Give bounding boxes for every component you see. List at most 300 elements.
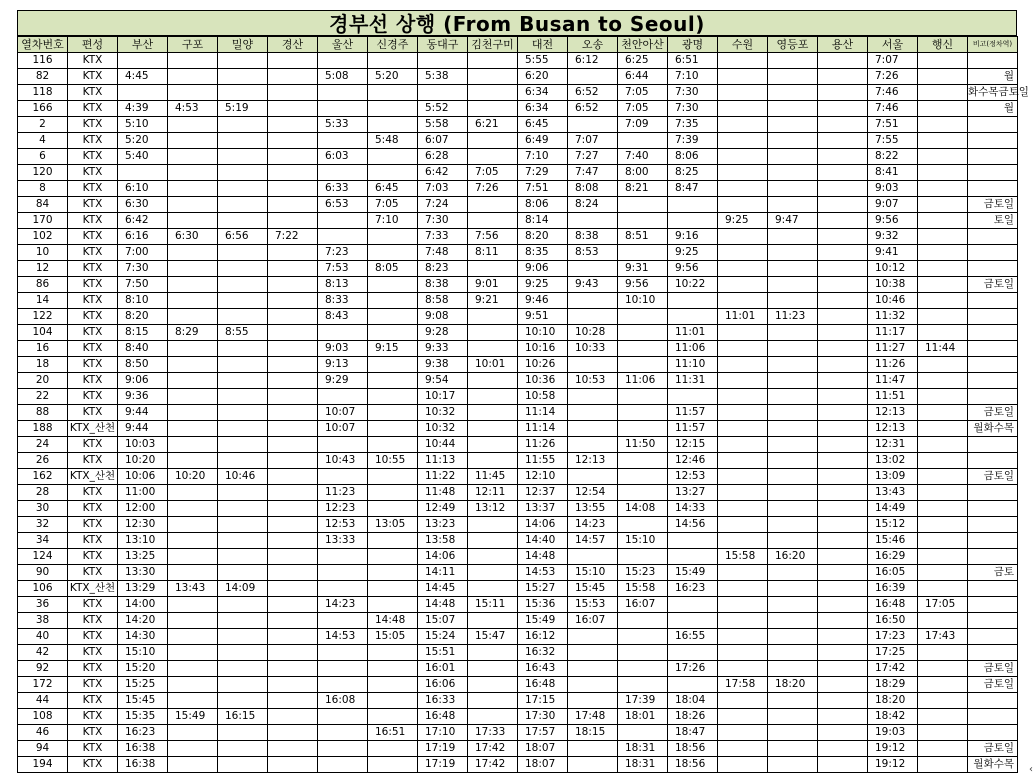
table-cell: 16:07 [618,597,668,613]
table-cell: 94 [18,741,68,757]
table-cell [568,293,618,309]
table-cell: 14:00 [118,597,168,613]
table-cell [268,293,318,309]
table-cell: 12:30 [118,517,168,533]
table-cell [218,677,268,693]
table-cell: KTX [68,485,118,501]
table-cell: KTX [68,661,118,677]
table-cell: KTX [68,261,118,277]
table-cell [618,405,668,421]
table-cell [968,261,1018,277]
table-cell [618,245,668,261]
table-cell [268,181,318,197]
table-cell [918,389,968,405]
table-cell: 16:29 [868,549,918,565]
table-cell: 32 [18,517,68,533]
table-row [18,645,1018,661]
table-cell: 9:29 [318,373,368,389]
table-cell [218,213,268,229]
table-cell [568,645,618,661]
table-cell [918,245,968,261]
table-cell [768,85,818,101]
table-cell: 7:30 [118,261,168,277]
table-cell: 120 [18,165,68,181]
table-cell [718,117,768,133]
table-cell [168,757,218,773]
table-cell [968,645,1018,661]
table-cell [618,549,668,565]
table-cell: 16:12 [518,629,568,645]
table-cell: 17:58 [718,677,768,693]
table-cell: 13:58 [418,533,468,549]
table-cell [368,741,418,757]
table-cell [218,725,268,741]
table-cell: 18 [18,357,68,373]
table-cell: 6:03 [318,149,368,165]
table-cell [218,341,268,357]
table-cell [268,85,318,101]
table-cell [818,149,868,165]
table-cell [818,245,868,261]
table-cell [268,469,318,485]
table-cell: 14:09 [218,581,268,597]
table-cell: 11:50 [618,437,668,453]
table-row [18,261,1018,277]
table-cell [168,741,218,757]
table-cell: 17:05 [918,597,968,613]
table-cell: 6:52 [568,101,618,117]
table-cell [468,389,518,405]
table-cell [918,469,968,485]
table-cell: 8:13 [318,277,368,293]
table-cell [768,229,818,245]
table-cell: 11:27 [868,341,918,357]
table-cell: 9:46 [518,293,568,309]
table-cell: 8:38 [418,277,468,293]
scroll-indicator-icon[interactable]: ‹ [1029,764,1033,775]
table-cell [218,197,268,213]
table-cell: 12:46 [668,453,718,469]
table-cell: 26 [18,453,68,469]
table-cell [218,437,268,453]
table-cell: 7:55 [868,133,918,149]
table-cell: KTX [68,405,118,421]
table-cell [568,437,618,453]
table-cell [568,741,618,757]
table-cell: 10:46 [868,293,918,309]
table-cell: KTX [68,757,118,773]
table-cell [318,757,368,773]
table-cell [718,341,768,357]
table-cell [918,181,968,197]
table-cell [468,85,518,101]
table-cell: 7:23 [318,245,368,261]
table-cell [918,405,968,421]
table-cell: 7:10 [518,149,568,165]
table-cell [618,453,668,469]
table-cell: 11:57 [668,405,718,421]
table-cell [768,565,818,581]
table-cell [268,709,318,725]
column-header: 대전 [518,37,568,53]
table-cell [218,757,268,773]
table-cell [768,101,818,117]
table-cell [568,629,618,645]
table-cell [268,405,318,421]
table-cell: KTX [68,597,118,613]
table-cell: 15:36 [518,597,568,613]
table-cell [768,757,818,773]
table-cell: 14:23 [318,597,368,613]
table-cell: 9:06 [518,261,568,277]
table-cell [768,133,818,149]
table-cell: 8:15 [118,325,168,341]
table-cell [818,645,868,661]
table-cell [968,453,1018,469]
table-cell: KTX [68,357,118,373]
table-cell: 19:12 [868,741,918,757]
table-cell [818,421,868,437]
table-cell: 8:20 [118,309,168,325]
timetable [17,36,1029,773]
table-cell: 월 [968,69,1018,85]
table-row [18,517,1018,533]
table-cell [968,629,1018,645]
table-cell [368,357,418,373]
table-cell: 16:55 [668,629,718,645]
table-cell: 4 [18,133,68,149]
table-cell: 13:27 [668,485,718,501]
table-cell: 7:24 [418,197,468,213]
table-cell [318,613,368,629]
table-cell: 6:45 [368,181,418,197]
table-cell [918,149,968,165]
table-row [18,677,1018,693]
table-cell [818,533,868,549]
table-cell [768,389,818,405]
table-cell: 금토일 [968,405,1018,421]
table-cell [768,485,818,501]
table-cell: 12:53 [668,469,718,485]
table-cell: 15:07 [418,613,468,629]
table-cell: 12:00 [118,501,168,517]
table-cell [918,85,968,101]
table-cell [368,325,418,341]
table-cell: 15:23 [618,565,668,581]
table-cell: 106 [18,581,68,597]
table-cell [968,517,1018,533]
table-cell [718,501,768,517]
table-cell: 12:13 [868,405,918,421]
table-cell: 188 [18,421,68,437]
table-row [18,501,1018,517]
table-cell: 11:06 [618,373,668,389]
table-cell [618,389,668,405]
table-cell [168,565,218,581]
table-cell: 12:31 [868,437,918,453]
table-cell: 10:58 [518,389,568,405]
table-cell [968,245,1018,261]
table-cell: 9:32 [868,229,918,245]
column-header: 행신 [918,37,968,53]
table-row [18,469,1018,485]
table-cell [168,725,218,741]
column-header: 울산 [318,37,368,53]
table-cell: 18:56 [668,741,718,757]
table-cell [768,741,818,757]
table-cell: KTX [68,709,118,725]
table-cell: 8:43 [318,309,368,325]
table-cell [218,181,268,197]
column-header: 구포 [168,37,218,53]
table-cell [818,501,868,517]
table-cell [368,485,418,501]
table-row [18,245,1018,261]
table-cell [268,533,318,549]
table-cell: 6:16 [118,229,168,245]
table-cell [168,197,218,213]
table-cell: 7:46 [868,85,918,101]
table-cell [268,357,318,373]
table-cell [318,661,368,677]
table-cell [368,677,418,693]
table-cell [618,133,668,149]
table-cell [768,421,818,437]
table-cell: 14:57 [568,533,618,549]
table-cell: 8:14 [518,213,568,229]
table-cell [718,693,768,709]
table-cell [818,757,868,773]
table-cell [818,341,868,357]
table-cell: 11:13 [418,453,468,469]
table-cell [168,213,218,229]
column-header: 동대구 [418,37,468,53]
table-cell [668,309,718,325]
table-cell [718,421,768,437]
table-cell [468,709,518,725]
table-cell [318,709,368,725]
table-cell: KTX [68,677,118,693]
table-cell [718,741,768,757]
table-cell: 11:14 [518,405,568,421]
table-cell: 7:29 [518,165,568,181]
table-cell: 7:03 [418,181,468,197]
table-cell: 7:48 [418,245,468,261]
table-cell: 14:53 [318,629,368,645]
table-cell [718,277,768,293]
table-cell [168,277,218,293]
table-cell: 12 [18,261,68,277]
table-cell: 9:44 [118,405,168,421]
table-cell [668,293,718,309]
table-cell: 7:00 [118,245,168,261]
table-cell [268,485,318,501]
table-cell: 20 [18,373,68,389]
table-cell [568,757,618,773]
table-cell [818,69,868,85]
table-cell [468,101,518,117]
table-cell: 10:17 [418,389,468,405]
table-cell [918,229,968,245]
table-cell [618,197,668,213]
column-header: 영등포 [768,37,818,53]
table-cell [768,693,818,709]
table-cell: 11:00 [118,485,168,501]
column-header: 김천구미 [468,37,518,53]
table-cell: 15:47 [468,629,518,645]
table-cell [218,741,268,757]
table-cell: 9:13 [318,357,368,373]
table-cell [718,645,768,661]
table-cell: 7:46 [868,101,918,117]
table-cell [568,421,618,437]
table-row [18,389,1018,405]
table-cell: 4:39 [118,101,168,117]
table-cell: 9:21 [468,293,518,309]
table-cell [168,133,218,149]
table-row [18,325,1018,341]
table-cell [218,597,268,613]
table-cell: 12:13 [868,421,918,437]
table-cell: 4:45 [118,69,168,85]
table-cell [218,149,268,165]
table-cell: KTX [68,741,118,757]
table-cell [168,181,218,197]
table-cell: 6:10 [118,181,168,197]
table-cell: 15:45 [568,581,618,597]
table-cell [468,677,518,693]
table-cell: 12:13 [568,453,618,469]
table-cell: 14:33 [668,501,718,517]
table-cell [268,373,318,389]
table-cell [918,277,968,293]
table-cell: 82 [18,69,68,85]
table-cell [268,133,318,149]
table-cell: 10:03 [118,437,168,453]
table-cell [168,117,218,133]
table-row [18,309,1018,325]
table-cell: 8:25 [668,165,718,181]
table-cell: 24 [18,437,68,453]
table-cell [168,485,218,501]
table-cell: 9:47 [768,213,818,229]
table-cell [318,213,368,229]
table-cell: 12:49 [418,501,468,517]
table-cell: 162 [18,469,68,485]
table-cell: 금토 [968,565,1018,581]
table-row [18,661,1018,677]
table-cell [668,597,718,613]
table-cell [718,533,768,549]
column-header: 천안아산 [618,37,668,53]
table-cell [118,165,168,181]
table-cell [218,85,268,101]
table-cell [568,469,618,485]
table-cell: 108 [18,709,68,725]
table-cell [718,53,768,69]
table-cell: 9:03 [318,341,368,357]
table-cell [718,325,768,341]
table-cell [268,117,318,133]
table-cell [368,421,418,437]
table-cell [218,69,268,85]
table-cell: 13:10 [118,533,168,549]
table-cell [718,597,768,613]
table-cell: 17:42 [468,741,518,757]
table-cell: 16:15 [218,709,268,725]
table-cell: 18:20 [868,693,918,709]
table-cell [168,533,218,549]
table-cell: 7:39 [668,133,718,149]
table-cell: 16:48 [868,597,918,613]
table-cell: KTX [68,117,118,133]
table-cell [818,229,868,245]
table-cell [618,341,668,357]
table-cell [818,197,868,213]
table-cell [218,613,268,629]
table-cell [468,533,518,549]
table-cell [268,149,318,165]
table-cell: KTX [68,197,118,213]
table-cell [918,613,968,629]
table-cell: 7:35 [668,117,718,133]
table-cell [218,277,268,293]
table-cell: 9:03 [868,181,918,197]
table-cell: 10:55 [368,453,418,469]
table-cell [818,373,868,389]
table-cell [818,597,868,613]
table-cell: 7:30 [668,101,718,117]
table-cell [818,117,868,133]
table-cell: 16:23 [668,581,718,597]
table-cell [468,693,518,709]
table-cell [718,181,768,197]
table-cell [468,421,518,437]
table-cell [718,149,768,165]
table-cell [468,341,518,357]
table-cell: 12:37 [518,485,568,501]
table-cell [918,485,968,501]
table-cell [168,629,218,645]
table-cell: 11:51 [868,389,918,405]
table-cell [768,645,818,661]
table-cell: 6:30 [118,197,168,213]
table-cell: KTX [68,229,118,245]
table-cell: 124 [18,549,68,565]
table-cell [218,389,268,405]
table-cell [718,485,768,501]
table-cell [218,405,268,421]
table-row [18,629,1018,645]
table-cell [268,261,318,277]
table-cell [368,565,418,581]
table-cell [168,693,218,709]
table-cell [468,149,518,165]
table-cell [768,117,818,133]
table-cell [268,437,318,453]
table-cell: 16:48 [518,677,568,693]
table-cell [368,149,418,165]
table-cell [718,581,768,597]
table-cell: 11:01 [718,309,768,325]
table-cell [718,469,768,485]
table-cell [168,453,218,469]
table-cell: KTX [68,613,118,629]
table-cell [368,53,418,69]
table-cell [668,533,718,549]
table-cell: 7:22 [268,229,318,245]
table-cell [918,757,968,773]
